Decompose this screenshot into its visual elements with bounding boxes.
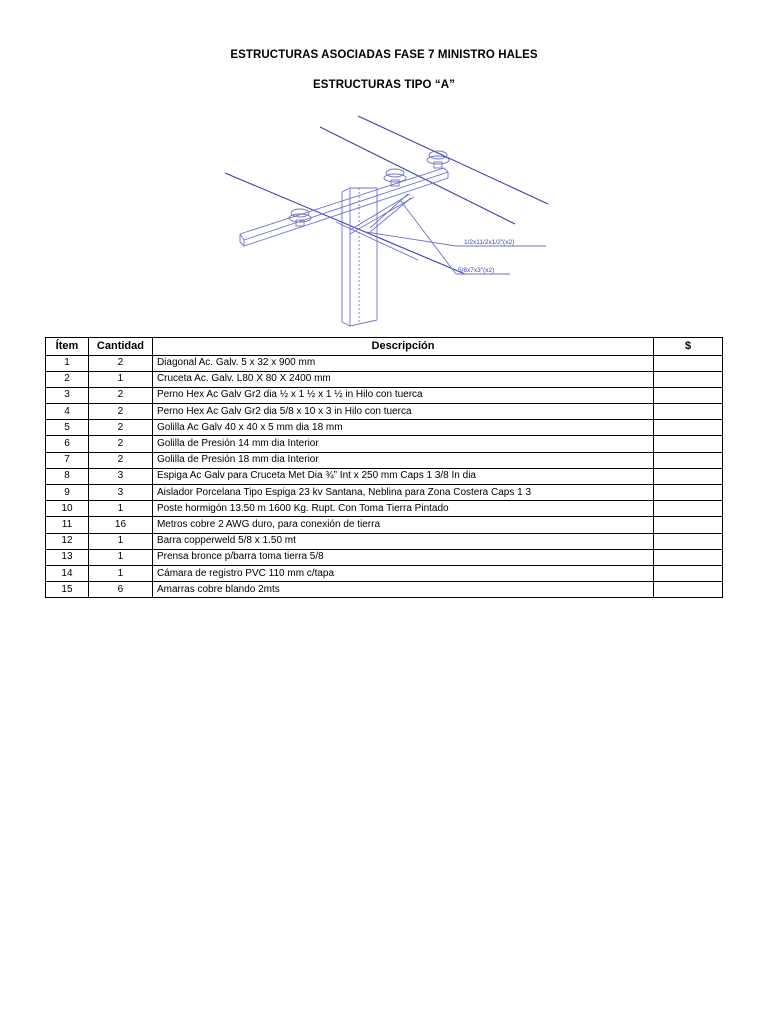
cell-item: 14 (46, 565, 89, 581)
table-row (46, 468, 723, 484)
cell-price (654, 549, 723, 565)
table-row (46, 582, 723, 598)
cell-description: Amarras cobre blando 2mts (152, 582, 653, 598)
dimension-label-2: 5/8x7x3"(x2) (458, 267, 495, 274)
table-header-row (46, 338, 723, 356)
header-price: $ (654, 338, 723, 356)
cell-item: 11 (46, 517, 89, 533)
cell-description: Diagonal Ac. Galv. 5 x 32 x 900 mm (152, 355, 653, 371)
cell-description: Perno Hex Ac Galv Gr2 dia ½ x 1 ½ x 1 ½ in Hilo con tuerca (152, 387, 653, 403)
cell-item: 13 (46, 549, 89, 565)
leader-line-2 (400, 200, 456, 274)
dimension-label-1: 1/2x11/2x1/2"(x2) (464, 239, 515, 246)
cell-price (654, 420, 723, 436)
cell-quantity: 2 (88, 452, 152, 468)
cell-price (654, 565, 723, 581)
cell-quantity: 1 (88, 501, 152, 517)
cell-description: Metros cobre 2 AWG duro, para conexión de tierra (152, 517, 653, 533)
document-subtitle: ESTRUCTURAS TIPO “A” (313, 79, 455, 91)
cell-quantity: 1 (88, 565, 152, 581)
cell-item: 2 (46, 371, 89, 387)
cell-item: 6 (46, 436, 89, 452)
cell-price (654, 371, 723, 387)
table-row (46, 533, 723, 549)
cell-description: Golilla de Presión 18 mm dia Interior (152, 452, 653, 468)
document-title: ESTRUCTURAS ASOCIADAS FASE 7 MINISTRO HALES (230, 49, 538, 61)
cell-quantity: 2 (88, 387, 152, 403)
cell-price (654, 533, 723, 549)
cell-item: 8 (46, 468, 89, 484)
cell-description: Cámara de registro PVC 110 mm c/tapa (152, 565, 653, 581)
leader-line-1 (366, 232, 456, 246)
cross-arm (240, 168, 448, 246)
cell-quantity: 3 (88, 468, 152, 484)
cell-price (654, 501, 723, 517)
cell-price (654, 468, 723, 484)
cell-quantity: 6 (88, 582, 152, 598)
cell-quantity: 1 (88, 533, 152, 549)
cell-price (654, 485, 723, 501)
conductor-wire-1 (225, 173, 465, 274)
cell-item: 5 (46, 420, 89, 436)
table-row (46, 565, 723, 581)
table-row (46, 387, 723, 403)
cell-quantity: 1 (88, 549, 152, 565)
cell-description: Golilla de Presión 14 mm dia Interior (152, 436, 653, 452)
cell-price (654, 452, 723, 468)
cell-description: Barra copperweld 5/8 x 1.50 mt (152, 533, 653, 549)
cell-price (654, 517, 723, 533)
cell-description: Perno Hex Ac Galv Gr2 dia 5/8 x 10 x 3 in Hilo con tuerca (152, 404, 653, 420)
cell-description: Aislador Porcelana Tipo Espiga 23 kv Santana, Neblina para Zona Costera Caps 1 3 (152, 485, 653, 501)
cell-item: 9 (46, 485, 89, 501)
table-row (46, 517, 723, 533)
structure-drawing (220, 110, 552, 332)
cell-description: Cruceta Ac. Galv. L80 X 80 X 2400 mm (152, 371, 653, 387)
cell-item: 1 (46, 355, 89, 371)
cell-quantity: 2 (88, 404, 152, 420)
cell-description: Espiga Ac Galv para Cruceta Met Dia ¾” Int x 250 mm Caps 1 3/8 In dia (152, 468, 653, 484)
concrete-pole (342, 188, 377, 326)
cell-item: 7 (46, 452, 89, 468)
table-row (46, 485, 723, 501)
table-row (46, 501, 723, 517)
cell-item: 4 (46, 404, 89, 420)
cell-description: Prensa bronce p/barra toma tierra 5/8 (152, 549, 653, 565)
cell-price (654, 404, 723, 420)
cell-price (654, 582, 723, 598)
cell-price (654, 355, 723, 371)
cell-item: 3 (46, 387, 89, 403)
cell-item: 15 (46, 582, 89, 598)
table-row (46, 404, 723, 420)
header-item: Ítem (46, 338, 89, 356)
table-row (46, 420, 723, 436)
cell-quantity: 2 (88, 436, 152, 452)
header-quantity: Cantidad (88, 338, 152, 356)
table-row (46, 549, 723, 565)
cell-item: 12 (46, 533, 89, 549)
cell-description: Poste hormigón 13.50 m 1600 Kg. Rupt. Con Toma Tierra Pintado (152, 501, 653, 517)
cell-price (654, 436, 723, 452)
table-row (46, 452, 723, 468)
cell-quantity: 1 (88, 371, 152, 387)
table-row (46, 355, 723, 371)
materials-table (45, 337, 723, 598)
cell-price (654, 387, 723, 403)
cell-item: 10 (46, 501, 89, 517)
table-row (46, 371, 723, 387)
cell-description: Golilla Ac Galv 40 x 40 x 5 mm dia 18 mm (152, 420, 653, 436)
cell-quantity: 3 (88, 485, 152, 501)
cell-quantity: 2 (88, 420, 152, 436)
cell-quantity: 2 (88, 355, 152, 371)
table-row (46, 436, 723, 452)
cell-quantity: 16 (88, 517, 152, 533)
header-description: Descripción (152, 338, 653, 356)
